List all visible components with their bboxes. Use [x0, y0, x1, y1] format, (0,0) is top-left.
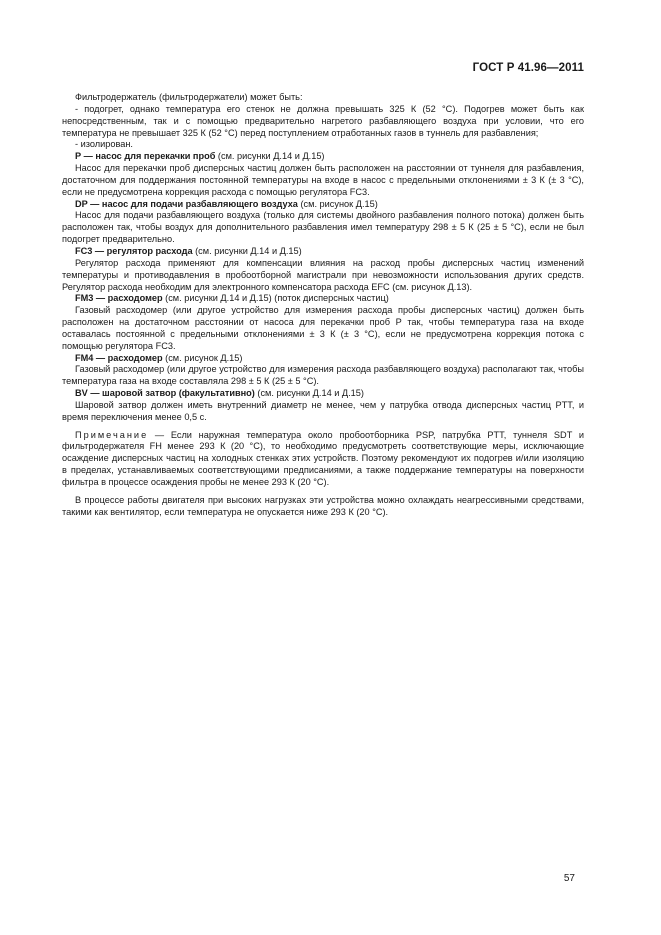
item-heading: [62, 151, 584, 163]
note-label: Примечание: [75, 429, 149, 440]
page-body: [62, 92, 584, 519]
item-reference: (см. рисунки Д.14 и Д.15): [215, 151, 325, 162]
paragraph: - подогрет, однако температура его стенок не должна превышать 325 К (52 °С). Подогрев может быть как непосредственным, так и с помощью предварительно нагретого разбавляющего воздуха при условии, что его температура не превышает 325 К (52 °С) перед поступлением отработанных газов в туннель для разбавления;: [62, 103, 584, 138]
document-header: ГОСТ Р 41.96—2011: [472, 62, 584, 74]
paragraph: Фильтродержатель (фильтродержатели) может быть:: [75, 92, 303, 102]
item-heading: [62, 388, 584, 400]
paragraph: Газовый расходомер (или другое устройство для измерения расхода разбавляющего воздуха) располагают так, чтобы температура газа на входе составляла 298 ± 5 К (25 ± 5 °С).: [62, 364, 584, 387]
paragraph: - изолирован.: [75, 139, 133, 150]
item-reference: (см. рисунки Д.14 и Д.15) (поток дисперсных частиц): [162, 293, 389, 304]
note-text: — Если наружная температура около пробоотборника PSP, патрубка PTT, туннеля SDT и фильтродержателя FH менее 293 К (20 °С), то необходимо предусмотреть соответствующие меры, исключающие осаждение дисперсных частиц на холодных стенках этих устройств. Поэтому рекомендуют их подогрев и/или изоляцию в пределах, устанавливаемых соответствующими предписаниями, а также поддержание температуры на поверхности фильтра в процессе осаждения пробы не менее 293 К (20 °С).: [62, 429, 584, 487]
paragraph: Регулятор расхода применяют для компенсации влияния на расход пробы дисперсных частиц изменений температуры и противодавления в пробоотборной магистрали при невозможности использования других средств. Регулятор расхода необходим для электронного компенсатора расхода EFC (см. рисунок Д.13).: [62, 257, 584, 292]
item-label: FC3 — регулятор расхода: [75, 245, 193, 256]
paragraph: Насос для подачи разбавляющего воздуха (только для системы двойного разбавления полного потока) должен быть расположен так, чтобы воздух для дополнительного разбавления имел температуру 298 ± 5 К (25 ± 5 °С), если не был подогрет предварительно.: [62, 210, 584, 245]
page-number: 57: [563, 873, 575, 884]
item-label: BV — шаровой затвор (факультативно): [75, 388, 255, 399]
item-label: FM3 — расходомер: [75, 293, 163, 304]
item-heading: [62, 199, 584, 211]
item-label: FM4 — расходомер: [75, 352, 163, 363]
item-reference: (см. рисунки Д.14 и Д.15): [192, 245, 302, 256]
paragraph: В процессе работы двигателя при высоких нагрузках эти устройства можно охлаждать неагрессивными средствами, такими как вентилятор, если температура не опускается ниже 293 К (20 °С).: [62, 494, 584, 517]
item-heading: [62, 353, 584, 365]
item-heading: [62, 293, 584, 305]
item-reference: (см. рисунки Д.14 и Д.15): [254, 388, 364, 399]
item-reference: (см. рисунок Д.15): [297, 198, 378, 209]
paragraph: Шаровой затвор должен иметь внутренний диаметр не менее, чем у патрубка отвода дисперсных частиц PTT, и время переключения менее 0,5 с.: [62, 399, 584, 422]
paragraph: Газовый расходомер (или другое устройство для измерения расхода пробы дисперсных частиц) должен быть расположен на достаточном расстоянии от насоса для перекачки проб Р так, чтобы температура газа на входе оставалась постоянной с предельными отклонениями ± 3 К (± 3 °С), если не предусмотрена коррекция потока с помощью регулятора FC3.: [62, 305, 584, 351]
note: [62, 430, 584, 489]
item-heading: [62, 246, 584, 258]
item-label: DP — насос для подачи разбавляющего воздуха: [75, 198, 298, 209]
item-label: Р — насос для перекачки проб: [75, 151, 216, 162]
item-reference: (см. рисунок Д.15): [162, 352, 243, 363]
paragraph: Насос для перекачки проб дисперсных частиц должен быть расположен на расстоянии от туннеля для разбавления, достаточном для поддержания постоянной температуры на входе в насос с предельными отклонениями ± 3 К (± 3 °С), если не предусмотрена коррекция расхода с помощью регулятора FC3.: [62, 163, 584, 197]
